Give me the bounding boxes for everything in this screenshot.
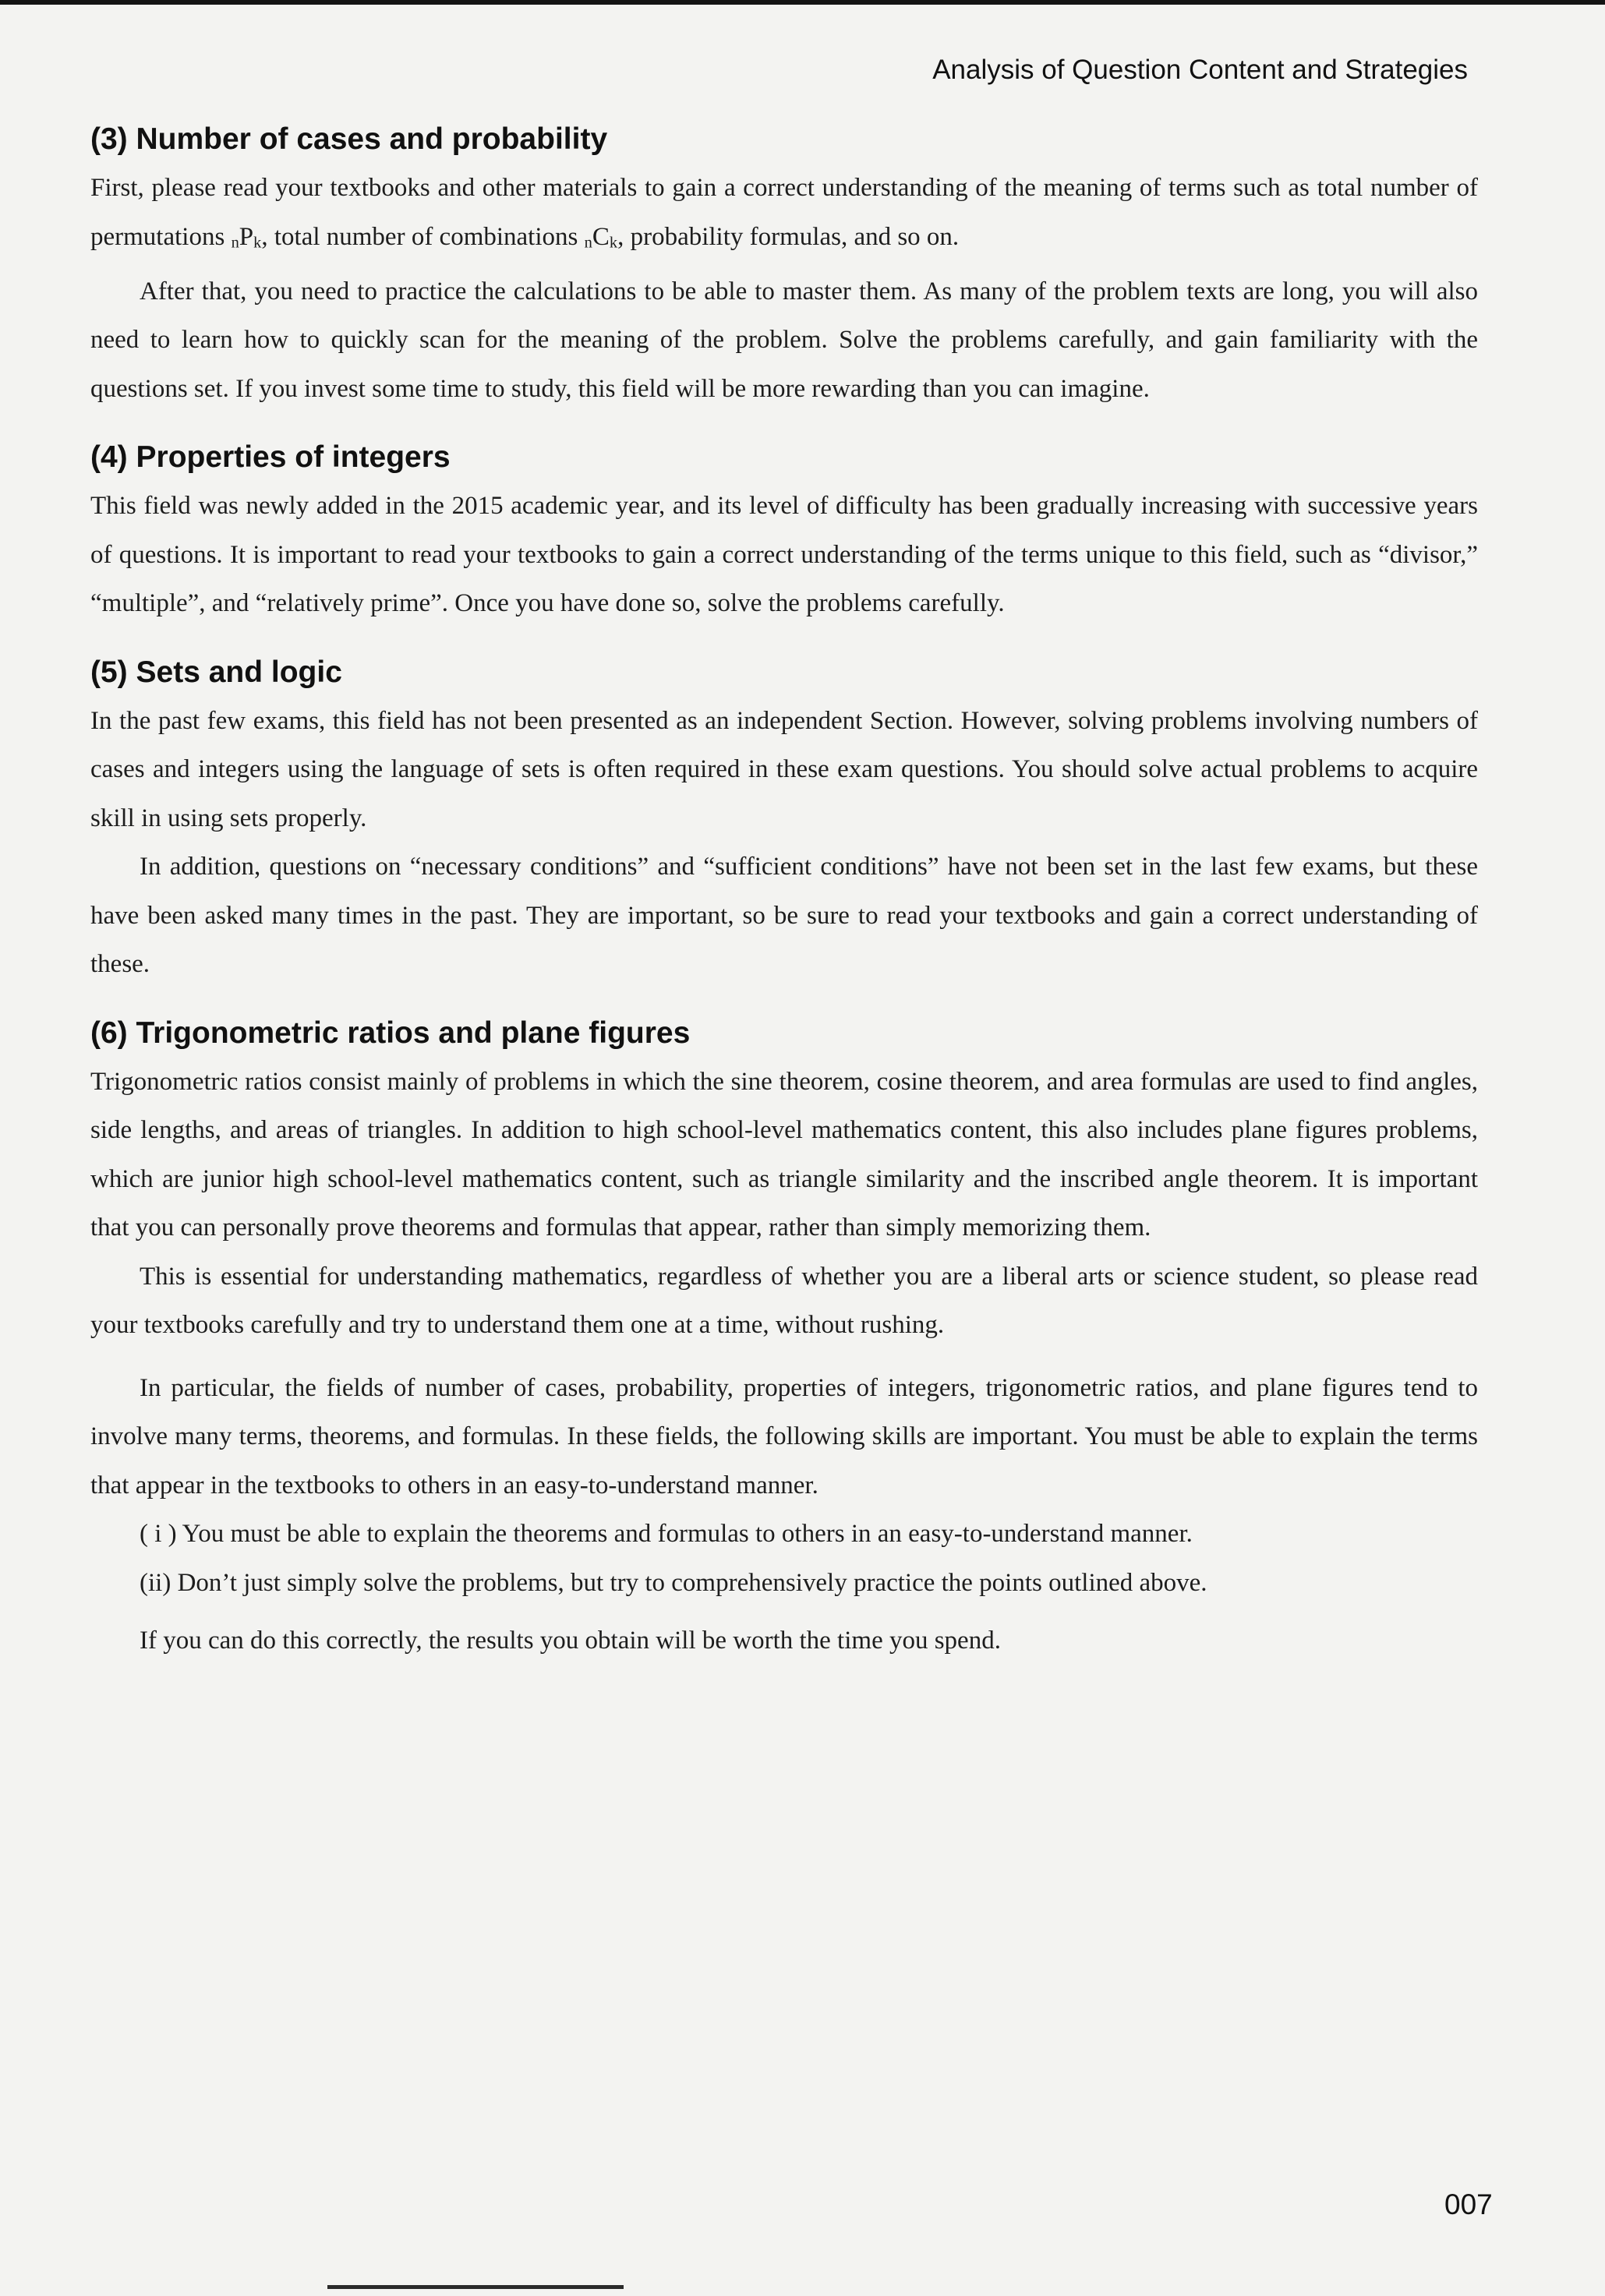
paragraph: Trigonometric ratios consist mainly of problems in which the sine theorem, cosine theorem, and area formulas are used to find angles, side lengths, and areas of triangles. In addition to high school-level mathematics content, this also includes plane figures problems, which are junior high school-level mathematics content, such as triangle similarity and the inscribed angle theorem. It is important that you can personally prove theorems and formulas that appear, rather than simply memorizing them. (90, 1067, 1478, 1242)
subscript: k (609, 234, 618, 252)
math-symbol: P (239, 222, 254, 251)
text-run: , probability formulas, and so on. (617, 222, 960, 251)
section-properties-of-integers (90, 435, 1478, 628)
closing-paragraph: In particular, the fields of number of cases, probability, properties of integers, trigonometric ratios, and plane figures tend to involve many terms, theorems, and formulas. In these fields, the following skills are important. You must be able to explain the terms that appear in the textbooks to others in an easy-to-understand manner. (90, 1373, 1478, 1499)
section-heading: (5) Sets and logic (90, 655, 342, 689)
paragraph: In the past few exams, this field has not been presented as an independent Section. However, solving problems involving numbers of cases and integers using the language of sets is often required in these exam questions. You should solve actual problems to acquire skill in using sets properly. (90, 706, 1478, 832)
section-number-of-cases (90, 117, 1478, 413)
section-heading: (4) Properties of integers (90, 440, 451, 475)
list-item: (ii) Don’t just simply solve the problems, but try to comprehensively practice the points outlined above. (140, 1568, 1207, 1597)
paragraph (90, 164, 1478, 267)
paragraph: In addition, questions on “necessary conditions” and “sufficient conditions” have not been set in the last few exams, but these have been asked many times in the past. They are important, so be sure to read your textbooks and gain a correct understanding of these. (90, 853, 1478, 979)
final-sentence: If you can do this correctly, the results you obtain will be worth the time you spend. (140, 1627, 1001, 1655)
section-sets-and-logic (90, 650, 1478, 989)
bottom-rule (327, 2285, 624, 2289)
section-heading: (3) Number of cases and probability (90, 122, 608, 156)
paragraph: This field was newly added in the 2015 academic year, and its level of difficulty has been gradually increasing with successive years of questions. It is important to read your textbooks to gain a correct understanding of the terms unique to this field, such as “divisor,” “multiple”, and “relatively prime”. Once you have done so, solve the problems carefully. (90, 492, 1478, 618)
closing-block (90, 1364, 1478, 1665)
list-item: ( i ) You must be able to explain the theorems and formulas to others in an easy-to-understand manner. (140, 1520, 1193, 1549)
running-header: Analysis of Question Content and Strategies (932, 55, 1468, 85)
page-number: 007 (1444, 2188, 1493, 2220)
subscript: n (231, 234, 239, 252)
subscript: k (253, 234, 262, 252)
paragraph: This is essential for understanding mathematics, regardless of whether you are a liberal arts or science student, so please read your textbooks carefully and try to understand them one at a time, without rushing. (90, 1262, 1478, 1340)
paragraph: After that, you need to practice the calculations to be able to master them. As many of the problem texts are long, you will also need to learn how to quickly scan for the meaning of the problem. Solve the problems carefully, and gain familiarity with the questions set. If you invest some time to study, this field will be more rewarding than you can imagine. (90, 277, 1478, 403)
section-heading: (6) Trigonometric ratios and plane figures (90, 1016, 691, 1050)
math-symbol: C (592, 222, 610, 251)
text-run: , total number of combinations (261, 222, 585, 251)
top-rule (0, 0, 1605, 5)
text-run: First, please read your textbooks and other materials to gain a correct understanding of the meaning of terms such as total number of permutations (90, 174, 1478, 251)
page-body (90, 117, 1478, 1665)
subscript: n (584, 234, 592, 252)
section-trigonometric-ratios (90, 1011, 1478, 1350)
